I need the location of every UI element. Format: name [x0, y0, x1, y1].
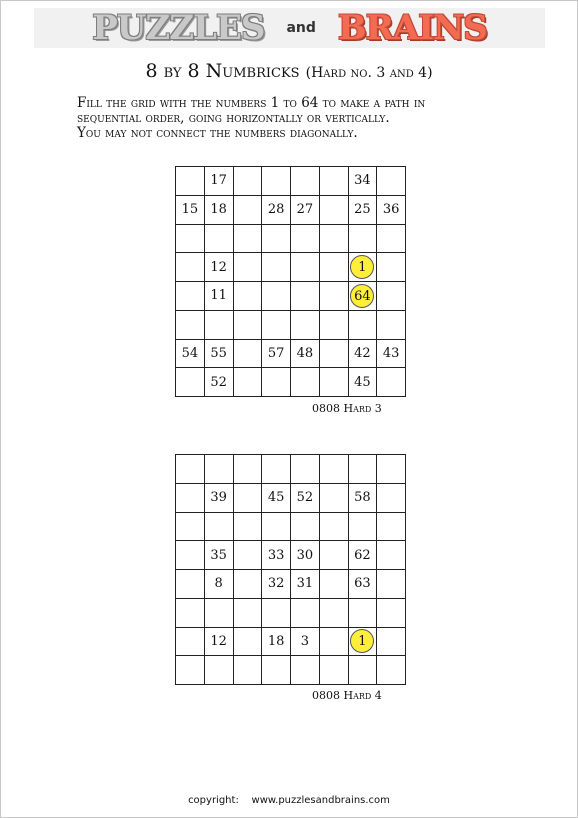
grid-cell[interactable]	[291, 627, 320, 656]
grid-row	[176, 310, 406, 339]
grid-row	[176, 570, 406, 599]
grid-cell[interactable]	[204, 598, 233, 627]
grid-cell[interactable]	[262, 167, 291, 196]
grid-cell[interactable]	[233, 455, 262, 484]
grid-row	[176, 483, 406, 512]
grid-cell[interactable]	[348, 224, 377, 253]
grid-cell[interactable]	[319, 455, 348, 484]
highlighted-number: 64	[350, 284, 374, 308]
grid-cell[interactable]	[176, 483, 205, 512]
grid-cell[interactable]	[348, 512, 377, 541]
instruction-line: Fill the grid with the numbers 1 to 64 to make a path in	[77, 95, 426, 111]
puzzle-grid-hard-3	[175, 166, 406, 397]
grid-row	[176, 224, 406, 253]
grid-row	[176, 627, 406, 656]
grid-cell[interactable]	[262, 483, 291, 512]
given-number: 18	[210, 202, 227, 218]
grid-cell[interactable]	[204, 512, 233, 541]
grid-cell[interactable]	[377, 512, 406, 541]
grid-cell[interactable]	[204, 455, 233, 484]
grid-row	[176, 195, 406, 224]
given-number: 48	[296, 345, 314, 361]
grid-cell[interactable]	[176, 310, 205, 339]
grid-cell[interactable]	[233, 570, 262, 599]
grid-cell[interactable]	[319, 339, 348, 368]
given-number: 55	[210, 345, 227, 361]
given-number: 43	[382, 345, 400, 361]
grid-cell[interactable]	[233, 483, 262, 512]
grid-cell[interactable]	[291, 455, 320, 484]
grid-cell[interactable]	[319, 195, 348, 224]
grid-cell[interactable]	[291, 310, 320, 339]
grid-cell[interactable]	[348, 483, 377, 512]
grid-cell[interactable]	[262, 541, 291, 570]
grid-cell[interactable]	[348, 253, 377, 282]
grid-row	[176, 512, 406, 541]
grid-cell[interactable]	[204, 195, 233, 224]
grid-cell[interactable]	[319, 512, 348, 541]
grid-cell[interactable]	[233, 656, 262, 685]
grid-cell[interactable]	[176, 368, 205, 397]
grid-cell[interactable]	[176, 656, 205, 685]
grid-cell[interactable]	[377, 656, 406, 685]
grid-cell[interactable]	[262, 368, 291, 397]
grid-cell[interactable]	[262, 598, 291, 627]
grid-cell[interactable]	[291, 167, 320, 196]
grid-cell[interactable]	[319, 627, 348, 656]
page-title-main: 8 by 8 Numbricks	[145, 60, 300, 82]
highlighted-number: 1	[350, 255, 374, 279]
grid-row	[176, 656, 406, 685]
grid-cell[interactable]	[176, 224, 205, 253]
grid-cell[interactable]	[348, 627, 377, 656]
grid-cell[interactable]	[377, 598, 406, 627]
given-number: 18	[267, 633, 285, 649]
grid-cell[interactable]	[348, 656, 377, 685]
grid-cell[interactable]	[204, 339, 233, 368]
grid-cell[interactable]	[348, 195, 377, 224]
grid-cell[interactable]	[176, 512, 205, 541]
given-number: 63	[354, 576, 371, 592]
grid-cell[interactable]	[176, 339, 205, 368]
given-number: 45	[354, 374, 371, 390]
grid-cell[interactable]	[176, 455, 205, 484]
grid-row	[176, 339, 406, 368]
grid-cell[interactable]	[233, 167, 262, 196]
grid-row	[176, 167, 406, 196]
grid-cell[interactable]	[377, 253, 406, 282]
grid-cell[interactable]	[348, 282, 377, 311]
grid-cell[interactable]	[291, 541, 320, 570]
grid-cell[interactable]	[377, 627, 406, 656]
grid-row	[176, 282, 406, 311]
logo-word-and: and	[286, 20, 316, 36]
grid-cell[interactable]	[319, 570, 348, 599]
grid-cell[interactable]	[319, 656, 348, 685]
grid-cell[interactable]	[291, 368, 320, 397]
grid-cell[interactable]	[291, 253, 320, 282]
given-number: 8	[214, 576, 223, 592]
grid-cell[interactable]	[233, 627, 262, 656]
given-number: 35	[210, 547, 227, 563]
grid-cell[interactable]	[262, 339, 291, 368]
grid-cell[interactable]	[319, 253, 348, 282]
grid-cell[interactable]	[291, 570, 320, 599]
grid-row	[176, 368, 406, 397]
grid-cell[interactable]	[204, 368, 233, 397]
grid-cell[interactable]	[377, 195, 406, 224]
given-number: 15	[181, 202, 199, 218]
given-number: 57	[267, 345, 285, 361]
grid-cell[interactable]	[377, 224, 406, 253]
logo-word-brains: BRAINS	[337, 8, 487, 48]
grid-cell[interactable]	[291, 282, 320, 311]
site-logo	[34, 8, 545, 48]
grid-cell[interactable]	[262, 570, 291, 599]
given-number: 3	[300, 633, 310, 649]
grid-cell[interactable]	[319, 598, 348, 627]
puzzle-label-hard-3: 0808 Hard 3	[312, 402, 382, 415]
grid-cell[interactable]	[377, 310, 406, 339]
grid-cell[interactable]	[233, 253, 262, 282]
given-number: 12	[210, 259, 227, 275]
grid-cell[interactable]	[233, 282, 262, 311]
grid-row	[176, 253, 406, 282]
grid-cell[interactable]	[262, 282, 291, 311]
grid-cell[interactable]	[319, 224, 348, 253]
grid-cell[interactable]	[348, 167, 377, 196]
grid-cell[interactable]	[377, 483, 406, 512]
grid-cell[interactable]	[262, 310, 291, 339]
grid-cell[interactable]	[291, 339, 320, 368]
grid-cell[interactable]	[233, 310, 262, 339]
grid-cell[interactable]	[204, 310, 233, 339]
grid-cell[interactable]	[348, 310, 377, 339]
given-number: 54	[181, 345, 199, 361]
grid-cell[interactable]	[319, 310, 348, 339]
grid-cell[interactable]	[377, 570, 406, 599]
given-number: 42	[354, 345, 371, 361]
grid-row	[176, 541, 406, 570]
grid-cell[interactable]	[233, 598, 262, 627]
given-number: 25	[354, 202, 371, 218]
grid-cell[interactable]	[262, 455, 291, 484]
grid-cell[interactable]	[204, 282, 233, 311]
given-number: 33	[267, 547, 285, 563]
grid-cell[interactable]	[204, 541, 233, 570]
puzzle-grid-hard-4	[175, 454, 406, 685]
grid-cell[interactable]	[319, 167, 348, 196]
puzzle-label-hard-4: 0808 Hard 4	[312, 689, 382, 702]
grid-cell[interactable]	[233, 224, 262, 253]
page-title	[0, 60, 578, 82]
grid-cell[interactable]	[176, 570, 205, 599]
grid-cell[interactable]	[176, 598, 205, 627]
instruction-line: sequential order, going horizontally or vertically.	[77, 110, 390, 126]
grid-cell[interactable]	[348, 339, 377, 368]
instructions	[77, 96, 557, 141]
highlighted-number: 1	[350, 629, 374, 653]
page-title-sub: (Hard no. 3 and 4)	[305, 65, 433, 81]
grid-row	[176, 598, 406, 627]
grid-cell[interactable]	[176, 195, 205, 224]
given-number: 17	[210, 173, 227, 189]
grid-cell[interactable]	[204, 483, 233, 512]
given-number: 28	[267, 202, 285, 218]
grid-cell[interactable]	[291, 598, 320, 627]
given-number: 52	[296, 490, 314, 506]
grid-cell[interactable]	[262, 253, 291, 282]
grid-cell[interactable]	[319, 541, 348, 570]
grid-cell[interactable]	[291, 512, 320, 541]
given-number: 36	[382, 202, 400, 218]
grid-cell[interactable]	[233, 195, 262, 224]
grid-cell[interactable]	[377, 368, 406, 397]
grid-cell[interactable]	[377, 455, 406, 484]
grid-cell[interactable]	[348, 541, 377, 570]
grid-cell[interactable]	[204, 253, 233, 282]
grid-cell[interactable]	[262, 195, 291, 224]
grid-cell[interactable]	[233, 368, 262, 397]
given-number: 52	[210, 374, 227, 390]
given-number: 58	[354, 490, 371, 506]
given-number: 27	[296, 202, 314, 218]
grid-cell[interactable]	[176, 282, 205, 311]
grid-cell[interactable]	[204, 627, 233, 656]
given-number: 34	[354, 173, 371, 189]
given-number: 62	[354, 547, 371, 563]
grid-cell[interactable]	[204, 656, 233, 685]
grid-cell[interactable]	[291, 224, 320, 253]
grid-cell[interactable]	[319, 483, 348, 512]
grid-cell[interactable]	[204, 224, 233, 253]
grid-cell[interactable]	[176, 167, 205, 196]
grid-cell[interactable]	[233, 541, 262, 570]
logo-word-puzzles: PUZZLES	[92, 8, 265, 48]
grid-cell[interactable]	[348, 598, 377, 627]
grid-cell[interactable]	[319, 282, 348, 311]
grid-cell[interactable]	[204, 570, 233, 599]
grid-cell[interactable]	[262, 656, 291, 685]
grid-cell[interactable]	[348, 368, 377, 397]
grid-cell[interactable]	[176, 627, 205, 656]
grid-cell[interactable]	[348, 455, 377, 484]
given-number: 30	[296, 547, 314, 563]
grid-cell[interactable]	[291, 656, 320, 685]
grid-row	[176, 455, 406, 484]
grid-cell[interactable]	[291, 195, 320, 224]
given-number: 11	[210, 288, 227, 304]
instruction-line: You may not connect the numbers diagonally.	[77, 125, 358, 141]
grid-cell[interactable]	[233, 339, 262, 368]
grid-cell[interactable]	[262, 512, 291, 541]
grid-cell[interactable]	[377, 339, 406, 368]
grid-cell[interactable]	[176, 541, 205, 570]
grid-cell[interactable]	[233, 512, 262, 541]
grid-cell[interactable]	[319, 368, 348, 397]
copyright-notice: copyright: www.puzzlesandbrains.com	[188, 795, 390, 806]
grid-cell[interactable]	[262, 627, 291, 656]
given-number: 39	[210, 490, 227, 506]
given-number: 32	[267, 576, 285, 592]
given-number: 31	[296, 576, 314, 592]
grid-cell[interactable]	[377, 282, 406, 311]
grid-cell[interactable]	[348, 570, 377, 599]
grid-cell[interactable]	[176, 253, 205, 282]
given-number: 12	[210, 633, 227, 649]
given-number: 45	[267, 490, 285, 506]
grid-cell[interactable]	[377, 541, 406, 570]
grid-cell[interactable]	[262, 224, 291, 253]
grid-cell[interactable]	[377, 167, 406, 196]
grid-cell[interactable]	[291, 483, 320, 512]
grid-cell[interactable]	[204, 167, 233, 196]
